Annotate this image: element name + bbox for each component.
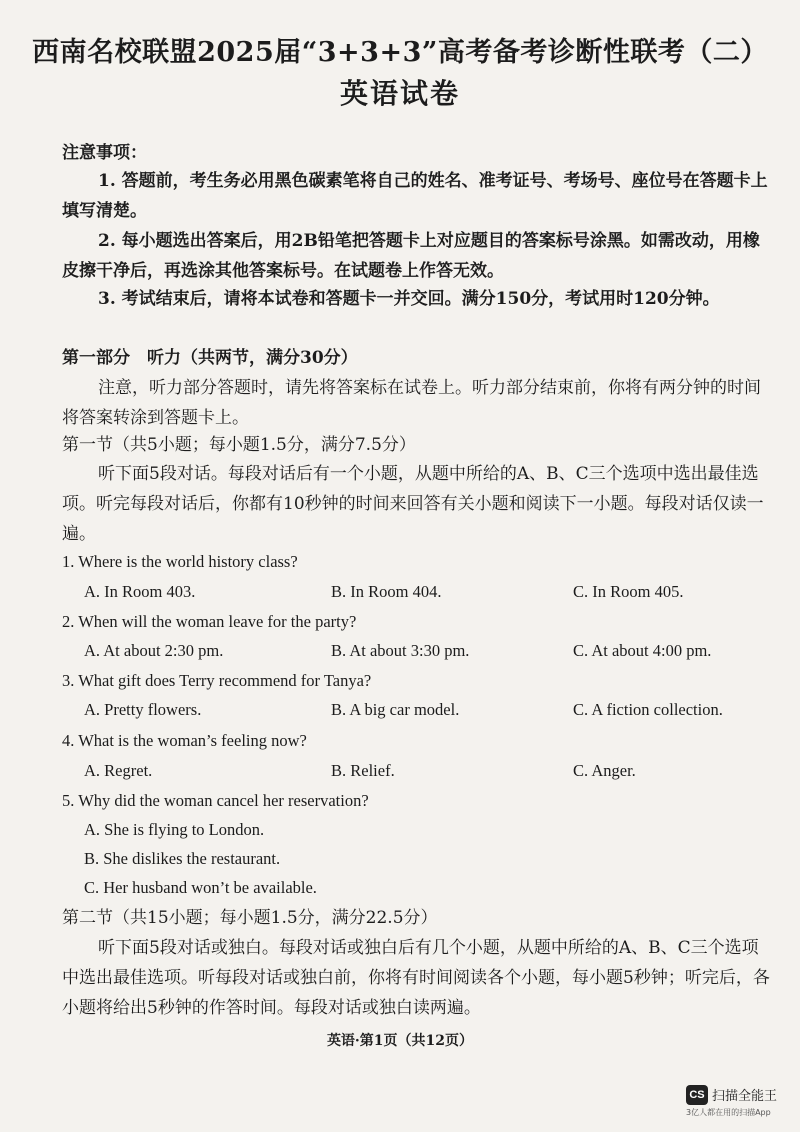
answer-option: B. She dislikes the restaurant. <box>84 849 281 868</box>
question-stem: 2. When will the woman leave for the party? <box>62 612 357 631</box>
answer-option: C. In Room 405. <box>573 582 684 601</box>
answer-option: C. Anger. <box>573 761 636 780</box>
answer-option: C. At about 4:00 pm. <box>573 641 712 660</box>
answer-option: C. Her husband won’t be available. <box>84 878 317 897</box>
section2-heading: 第二节（共15小题；每小题1.5分，满分22.5分） <box>62 908 438 928</box>
answer-option: B. In Room 404. <box>331 582 442 601</box>
section1-instructions: 听下面5段对话。每段对话后有一个小题，从题中所给的A、B、C三个选项中选出最佳选项。听完每段对话后，你都有10秒钟的时间来回答有关小题和阅读下一小题。每段对话仅读一遍。 <box>62 464 764 544</box>
exam-subject-title: 英语试卷 <box>339 77 460 110</box>
answer-option: B. At about 3:30 pm. <box>331 641 470 660</box>
answer-option: A. Pretty flowers. <box>84 700 202 719</box>
scanner-tagline: 3亿人都在用的扫描App <box>686 1108 771 1117</box>
question-stem: 3. What gift does Terry recommend for Tanya? <box>62 671 372 690</box>
section2-instructions: 听下面5段对话或独白。每段对话或独白后有几个小题，从题中所给的A、B、C三个选项中选出最佳选项。听每段对话或独白前，你将有时间阅读各个小题，每小题5秒钟；听完后，各小题将给出5秒钟的作答时间。每段对话或独白读两遍。 <box>62 938 770 1018</box>
answer-option: A. She is flying to London. <box>84 820 265 839</box>
question-stem: 5. Why did the woman cancel her reservation? <box>62 791 369 810</box>
answer-option: A. Regret. <box>84 761 153 780</box>
answer-option: B. Relief. <box>331 761 395 780</box>
page-footer: 英语·第1页（共12页） <box>326 1033 474 1049</box>
notice-item: 1. 答题前，考生务必用黑色碳素笔将自己的姓名、准考证号、考场号、座位号在答题卡上填写清楚。 <box>62 171 768 221</box>
answer-option: A. At about 2:30 pm. <box>84 641 224 660</box>
answer-option: B. A big car model. <box>331 700 460 719</box>
scanner-app-name: 扫描全能王 <box>712 1089 778 1104</box>
section1-heading: 第一节（共5小题；每小题1.5分，满分7.5分） <box>62 435 416 455</box>
camscanner-logo-icon: CS <box>686 1085 708 1105</box>
question-stem: 4. What is the woman’s feeling now? <box>62 731 307 750</box>
exam-title: 西南名校联盟2025届“3+3+3”高考备考诊断性联考（二） <box>32 37 768 68</box>
question-stem: 1. Where is the world history class? <box>62 552 298 571</box>
notice-heading: 注意事项： <box>62 143 147 163</box>
notice-item: 3. 考试结束后，请将本试卷和答题卡一并交回。满分150分，考试用时120分钟。 <box>98 289 720 309</box>
notice-item: 2. 每小题选出答案后，用2B铅笔把答题卡上对应题目的答案标号涂黑。如需改动，用橡皮擦干净后，再选涂其他答案标号。在试题卷上作答无效。 <box>62 231 760 281</box>
part1-note: 注意，听力部分答题时，请先将答案标在试卷上。听力部分结束前，你将有两分钟的时间将答案转涂到答题卡上。 <box>62 378 761 428</box>
answer-option: C. A fiction collection. <box>573 700 723 719</box>
scanner-watermark <box>686 1083 796 1123</box>
part1-heading: 第一部分 听力（共两节，满分30分） <box>62 348 358 368</box>
answer-option: A. In Room 403. <box>84 582 196 601</box>
